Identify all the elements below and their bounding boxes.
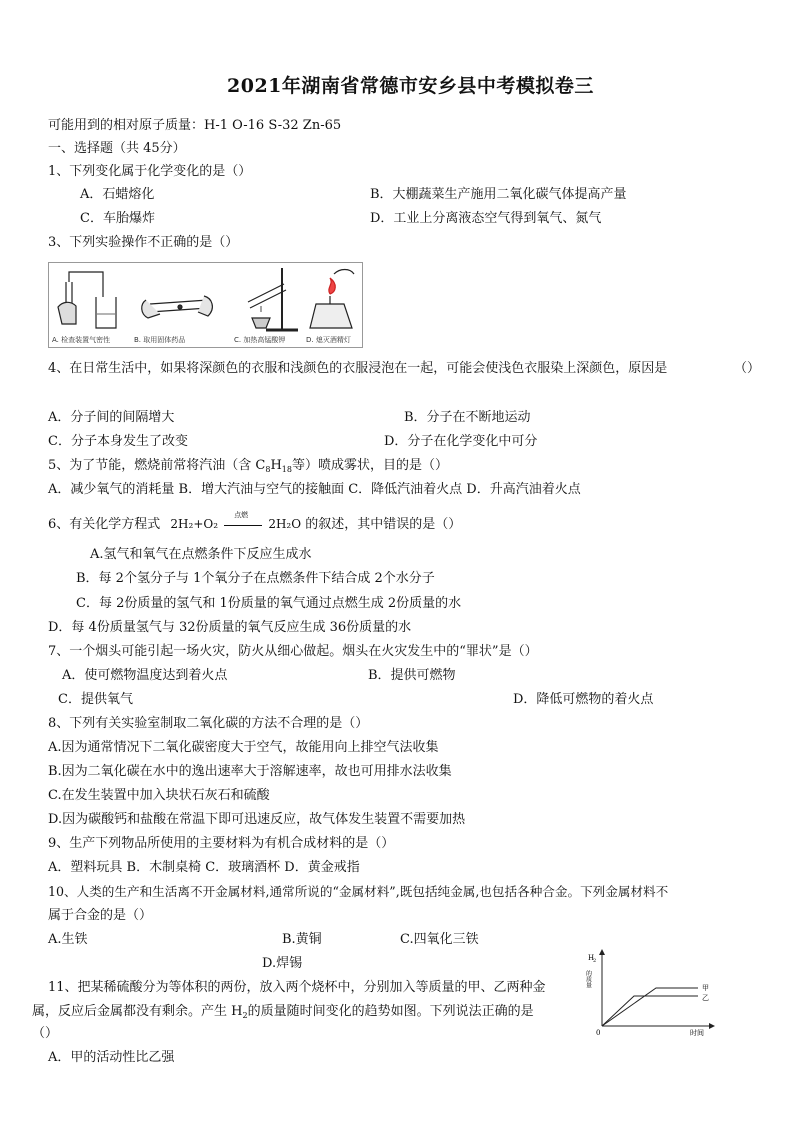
q10-option-a: A.生铁 (48, 932, 88, 947)
q10-option-b: B.黄铜 (282, 932, 322, 947)
q8-option-c: C.在发生装置中加入块状石灰石和硫酸 (48, 788, 270, 803)
q10-option-d: D.焊锡 (262, 956, 303, 971)
graph-line-yi (602, 996, 698, 1026)
q4-option-a: A．分子间的间隔增大 (48, 410, 175, 425)
q9-stem: 9、生产下列物品所使用的主要材料为有机合成材料的是（） (48, 836, 395, 851)
q5-sub1: 8 (265, 465, 271, 474)
q11-hydrogen-graph (586, 948, 718, 1038)
q6-equation-line (224, 525, 262, 526)
apparatus-b-icon (142, 296, 213, 318)
q1-option-a: A．石蜡熔化 (80, 187, 155, 202)
q9-options: A．塑料玩具 B．木制桌椅 C．玻璃酒杯 D．黄金戒指 (48, 860, 360, 875)
q1-option-c: C．车胎爆炸 (80, 211, 155, 226)
q7-stem: 7、一个烟头可能引起一场火灾，防火从细心做起。烟头在火灾发生中的“罪状”是（） (48, 644, 538, 659)
q1-stem: 1、下列变化属于化学变化的是（） (48, 164, 252, 179)
q1-option-b: B．大棚蔬菜生产施用二氧化碳气体提高产量 (370, 187, 627, 202)
q4-option-b: B．分子在不断地运动 (404, 410, 531, 425)
q3-stem: 3、下列实验操作不正确的是（） (48, 235, 239, 250)
q7-option-d: D．降低可燃物的着火点 (513, 692, 654, 707)
graph-label-yi: 乙 (702, 994, 709, 1002)
q6-stem-pre: 6、有关化学方程式 (48, 517, 161, 532)
graph-ylabel-sub: 2 (593, 958, 597, 964)
q11-option-a: A．甲的活动性比乙强 (48, 1050, 175, 1065)
q5-options: A．减少氧气的消耗量 B．增大汽油与空气的接触面 C．降低汽油着火点 D．升高汽油着火点 (48, 482, 581, 497)
atomic-masses: 可能用到的相对原子质量：H-1 O-16 S-32 Zn-65 (48, 118, 342, 133)
q6-equation-condition: 点燃 (234, 510, 249, 519)
q6-option-a: A.氢气和氧气在点燃条件下反应生成水 (90, 547, 312, 562)
q10-option-c: C.四氧化三铁 (400, 932, 479, 947)
apparatus-c-icon (248, 268, 298, 330)
q6-equation-arrow (222, 510, 264, 530)
q6-stem-post: 的叙述，其中错误的是（） (305, 517, 462, 532)
q6-option-d: D．每 4份质量氢气与 32份质量的氧气反应生成 36份质量的水 (48, 620, 412, 635)
q8-option-a: A.因为通常情况下二氧化碳密度大于空气，故能用向上排空气法收集 (48, 740, 439, 755)
q11-line2-post: 的质量随时间变化的趋势如图。下列说法正确的是 (247, 1004, 534, 1019)
q8-option-d: D.因为碳酸钙和盐酸在常温下即可迅速反应，故气体发生装置不需要加热 (48, 812, 466, 827)
q5-sub2: 18 (281, 465, 292, 474)
caption-c: C. 加热高锰酸钾 (234, 336, 286, 344)
q5-stem (48, 458, 448, 474)
q7-option-b: B．提供可燃物 (368, 668, 456, 683)
q4-option-c: C．分子本身发生了改变 (48, 434, 188, 449)
q6-option-c: C．每 2份质量的氢气和 1份质量的氧气通过点燃生成 2份质量的水 (76, 596, 462, 611)
section-heading: 一、选择题（共 45分） (48, 141, 186, 156)
graph-ylabel-rest: 的质量 (584, 970, 592, 988)
graph-line-jia (602, 988, 698, 1026)
q11-paren: （） (32, 1026, 59, 1041)
q11-stem-line1: 11、把某稀硫酸分为等体积的两份，放入两个烧杯中，分别加入等质量的甲、乙两种金 (48, 980, 546, 995)
q5-mid: H (270, 458, 282, 473)
graph-label-jia: 甲 (702, 984, 709, 992)
q4-option-d: D．分子在化学变化中可分 (384, 434, 538, 449)
page-title: 2021年湖南省常德市安乡县中考模拟卷三 (227, 75, 594, 97)
q10-stem-line2: 属于合金的是（） (48, 908, 153, 923)
q6-equation-left: 2H₂+O₂ (170, 517, 219, 531)
q5-stem-post: 等）喷成雾状，目的是（） (291, 458, 448, 473)
apparatus-d-icon (310, 270, 354, 329)
q8-stem: 8、下列有关实验室制取二氧化碳的方法不合理的是（） (48, 716, 369, 731)
caption-a: A. 检查装置气密性 (52, 336, 111, 344)
q11-stem-line2 (32, 1004, 534, 1020)
q8-option-b: B.因为二氧化碳在水中的逸出速率大于溶解速率，故也可用排水法收集 (48, 764, 452, 779)
q7-option-c: C．提供氧气 (58, 692, 133, 707)
caption-d: D. 熄灭酒精灯 (306, 336, 351, 344)
q4-paren: （） (734, 361, 761, 376)
apparatus-a-icon (58, 272, 116, 328)
q1-option-d: D．工业上分离液态空气得到氧气、氮气 (370, 211, 602, 226)
caption-b: B. 取用固体药品 (134, 336, 186, 344)
q11-line2-pre: 属，反应后金属都没有剩余。产生 H (32, 1004, 243, 1019)
graph-xlabel: 时间 (690, 1029, 704, 1037)
q6-stem (48, 510, 462, 533)
q3-apparatus-figure (48, 262, 363, 348)
q11-line2-sub: 2 (242, 1011, 248, 1020)
graph-ylabel-h: H (588, 954, 595, 962)
q4-stem: 4、在日常生活中，如果将深颜色的衣服和浅颜色的衣服浸泡在一起，可能会使浅色衣服染上深颜色，原因是 (48, 361, 668, 376)
q7-option-a: A．使可燃物温度达到着火点 (62, 668, 228, 683)
q6-option-b: B．每 2个氢分子与 1个氧分子在点燃条件下结合成 2个水分子 (76, 571, 435, 586)
q6-equation-right: 2H₂O (268, 517, 302, 531)
q10-stem-line1: 10、人类的生产和生活离不开金属材料,通常所说的“金属材料”,既包括纯金属,也包括各种合金。下列金属材料不 (48, 884, 669, 899)
q5-stem-pre: 5、为了节能，燃烧前常将汽油（含 C (48, 458, 266, 473)
graph-origin: 0 (596, 1029, 601, 1037)
